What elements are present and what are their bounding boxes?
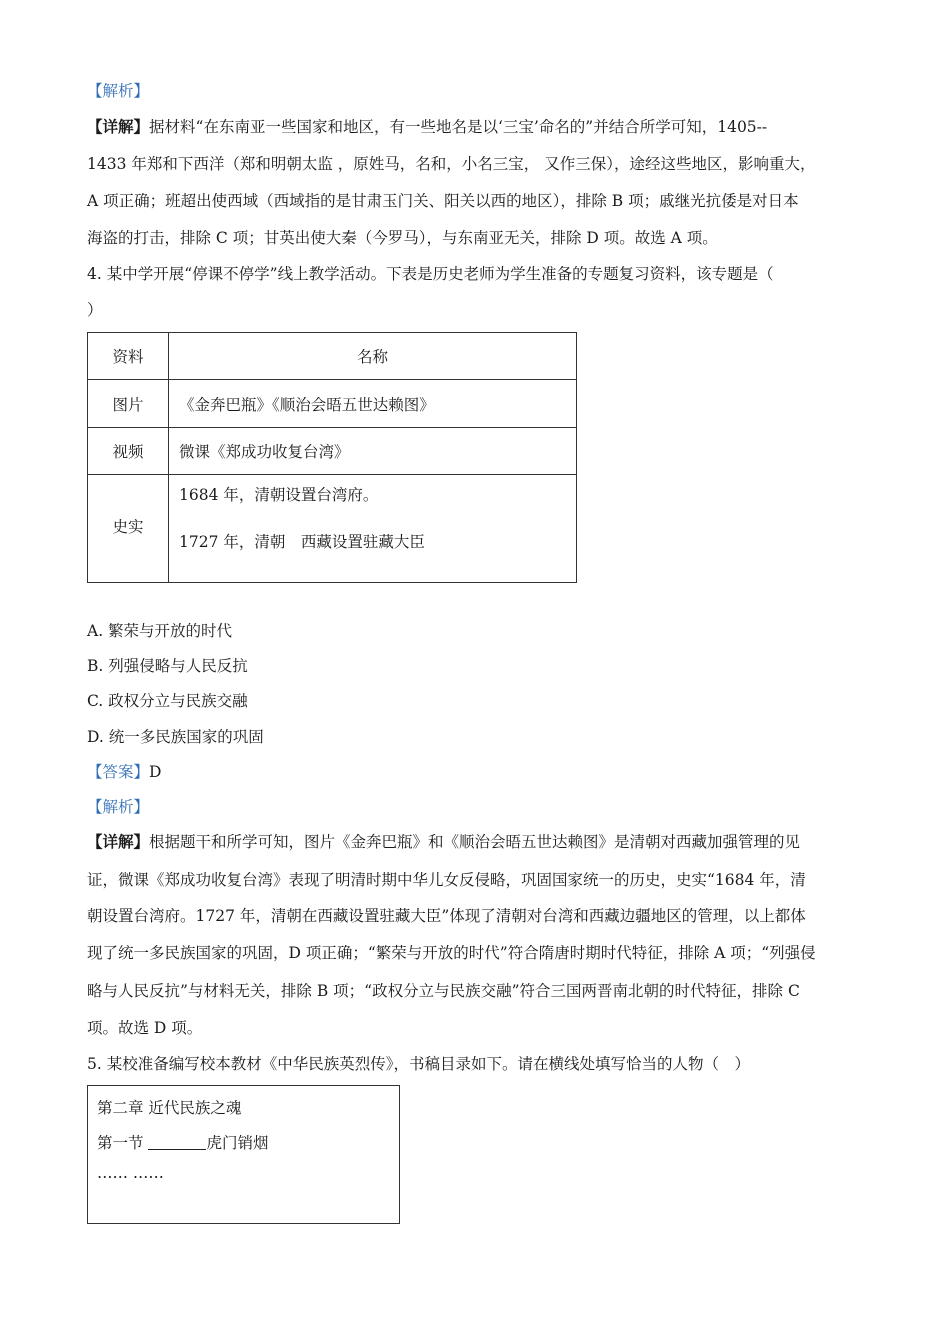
table-header-cell: 资料 — [88, 333, 169, 380]
section-line: 第一节 虎门销烟 — [97, 1134, 269, 1152]
chapter-title: 第二章 近代民族之魂 — [97, 1099, 242, 1117]
option-a: A. 繁荣与开放的时代 — [87, 622, 233, 640]
option-b: B. 列强侵略与人民反抗 — [87, 657, 248, 675]
detail-paragraph-line: 【详解】据材料“在东南亚一些国家和地区，有一些地名是以‘三宝’命名的”并结合所学可知，1405-- — [87, 117, 768, 136]
table-cell-value — [169, 475, 577, 583]
option-d: D. 统一多民族国家的巩固 — [87, 728, 264, 746]
option-c: C. 政权分立与民族交融 — [87, 692, 248, 710]
table-cell-value: 《金奔巴瓶》《顺治会晤五世达赖图》 — [169, 380, 577, 428]
detail-paragraph-line: 项。故选 D 项。 — [87, 1019, 203, 1037]
table-row — [88, 475, 577, 583]
historical-fact-line: 1684 年，清朝设置台湾府。 — [179, 486, 379, 504]
table-cell-label: 图片 — [88, 380, 169, 428]
detail-paragraph-line: 【详解】根据题干和所学可知，图片《金奔巴瓶》和《顺治会晤五世达赖图》是清朝对西藏加强管理的见 — [87, 832, 801, 851]
fill-in-blank[interactable] — [148, 1133, 206, 1150]
question-4-stem: 4. 某中学开展“停课不停学”线上教学活动。下表是历史老师为学生准备的专题复习资料，该专题是（ — [87, 265, 774, 283]
table-header-cell: 名称 — [169, 333, 577, 380]
ellipsis-line: …… …… — [97, 1164, 164, 1182]
table-cell-value: 微课《郑成功收复台湾》 — [169, 428, 577, 475]
detail-tag: 【详解】 — [87, 832, 150, 851]
table-header-row — [88, 333, 577, 380]
analysis-tag: 【解析】 — [87, 798, 150, 816]
table-cell-label: 史实 — [88, 475, 169, 583]
table-row — [88, 380, 577, 428]
detail-tag: 【详解】 — [87, 117, 150, 136]
detail-paragraph-line: 朝设置台湾府。1727 年，清朝在西藏设置驻藏大臣”体现了清朝对台湾和西藏边疆地区的管理，以上都体 — [87, 907, 806, 925]
historical-fact-line: 1727 年，清朝 西藏设置驻藏大臣 — [179, 533, 425, 551]
table-row — [88, 428, 577, 475]
detail-paragraph-line: 1433 年郑和下西洋（郑和明朝太监 ，原姓马，名和，小名三宝， 又作三保），途经这些地区，影响重大， — [87, 155, 816, 173]
answer-value: D — [149, 763, 162, 781]
study-materials-table — [87, 332, 577, 583]
question-4-stem-end: ） — [87, 301, 103, 319]
book-contents-box — [87, 1085, 400, 1224]
question-5-stem: 5. 某校准备编写校本教材《中华民族英烈传》，书稿目录如下。请在横线处填写恰当的人物（ ） — [87, 1055, 750, 1073]
table-cell-label: 视频 — [88, 428, 169, 475]
analysis-tag: 【解析】 — [87, 82, 150, 100]
answer-line — [87, 761, 161, 783]
detail-paragraph-line: 现了统一多民族国家的巩固，D 项正确；“繁荣与开放的时代”符合隋唐时期时代特征，排除 A 项；“列强侵 — [87, 944, 816, 962]
detail-paragraph-line: 略与人民反抗”与材料无关，排除 B 项；“政权分立与民族交融”符合三国两晋南北朝的时代特征，排除 C — [87, 982, 800, 1000]
detail-paragraph-line: 海盗的打击，排除 C 项；甘英出使大秦（今罗马），与东南亚无关，排除 D 项。故选 A 项。 — [87, 229, 718, 247]
detail-paragraph-line: A 项正确；班超出使西域（西域指的是甘肃玉门关、阳关以西的地区），排除 B 项；戚继光抗倭是对日本 — [87, 192, 799, 210]
answer-tag: 【答案】 — [87, 763, 150, 781]
detail-paragraph-line: 证，微课《郑成功收复台湾》表现了明清时期中华儿女反侵略，巩固国家统一的历史，史实“1684 年，清 — [87, 871, 806, 889]
